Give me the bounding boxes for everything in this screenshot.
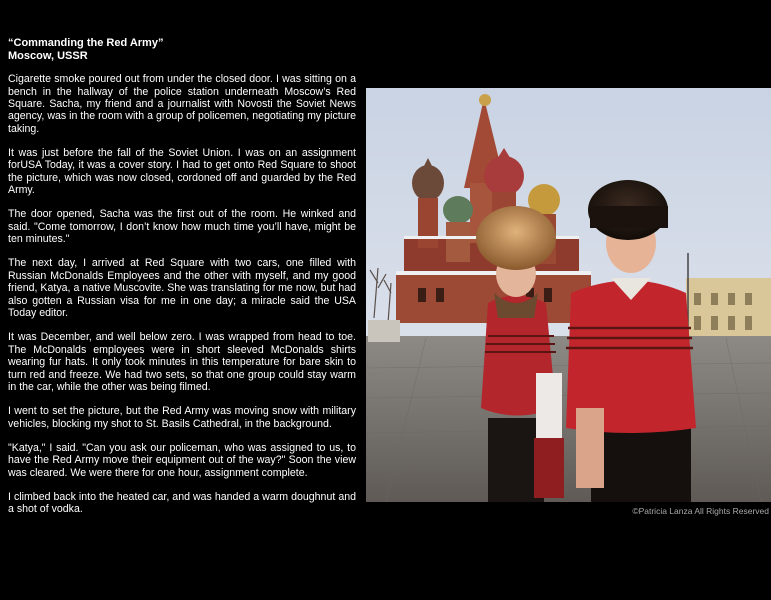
red-square-photo	[366, 88, 771, 502]
paragraph: It was just before the fall of the Soviet Union. I was on an assignment forUSA Today, it was a cover story. I had to get onto Red Square to shoot the picture, which was now closed, cordoned off and guarded by the Red Army.	[8, 147, 356, 197]
paragraph: "Katya," I said. "Can you ask our policeman, who was assigned to us, to have the Red Army move their equipment out of the way?" Soon the view was cleared. We were there for one hour, assignment complete.	[8, 441, 356, 479]
article-title: “Commanding the Red Army”	[8, 37, 164, 49]
article-location: Moscow, USSR	[8, 49, 88, 62]
copyright-notice: ©Patricia Lanza All Rights Reserved	[632, 506, 769, 516]
article	[8, 37, 356, 527]
paragraph: The door opened, Sacha was the first out of the room. He winked and said. "Come tomorrow, I don’t know how much time you’ll have, might be ten minutes."	[8, 208, 356, 246]
paragraph: It was December, and well below zero. I was wrapped from head to toe. The McDonalds employees were in short sleeved McDonalds shirts wearing fur hats. It only took minutes in this temperature for bare skin to turn red and freeze. We had two sets, so that one group could stay warm in the car, while the other was being filmed.	[8, 331, 356, 393]
paragraph: I climbed back into the heated car, and was handed a warm doughnut and a shot of vodka.	[8, 490, 356, 516]
paragraph: Cigarette smoke poured out from under the closed door. I was sitting on a bench in the hallway of the police station underneath Moscow’s Red Square. Sacha, my friend and a journalist with Novosti the Soviet News agency, was in the room with a group of policemen, negotiating my picture taking.	[8, 73, 356, 135]
paragraph: I went to set the picture, but the Red Army was moving snow with military vehicles, blocking my shot to St. Basils Cathedral, in the background.	[8, 405, 356, 430]
woman-figure	[476, 206, 564, 502]
paragraph: The next day, I arrived at Red Square with two cars, one filled with Russian McDonalds Employees and the other with myself, and my good friend, Katya, a native Muscovite. She was translating for me now, but had also gotten a Russian visa for me in one day; a miracle said the USA Today editor.	[8, 257, 356, 320]
